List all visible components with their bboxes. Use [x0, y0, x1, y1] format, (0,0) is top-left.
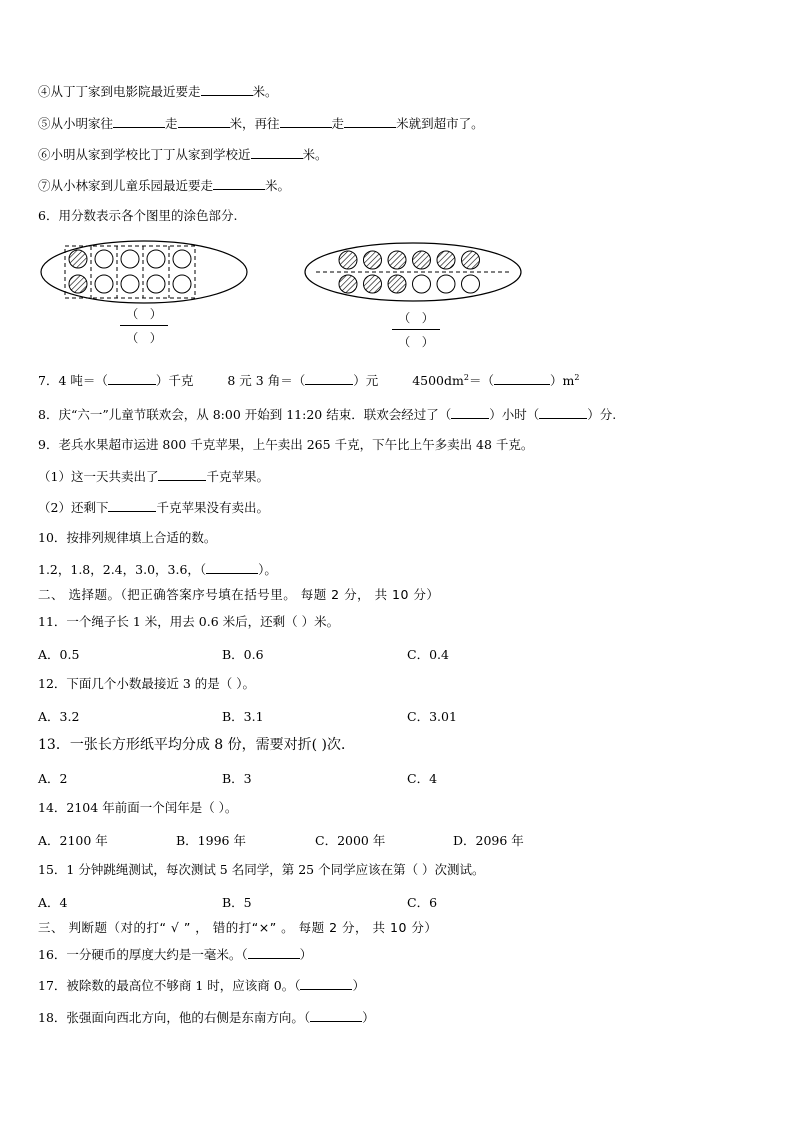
- fraction-bar: [120, 325, 168, 326]
- q12-option-a[interactable]: A．3.2: [38, 709, 80, 724]
- unshaded-circle: [437, 275, 455, 293]
- q13-option-b[interactable]: B．3: [222, 771, 252, 786]
- shaded-circle: [69, 250, 87, 268]
- q8: 8．庆“六一”儿童节联欢会，从 8:00 开始到 11:20 结束．联欢会经过了（ ）小时（ ）分.: [38, 407, 617, 422]
- q11-stem: 11．一个绳子长 1 米，用去 0.6 米后，还剩（ ）米。: [38, 614, 340, 629]
- shaded-circle: [69, 275, 87, 293]
- unshaded-circle: [413, 275, 431, 293]
- q13-option-c[interactable]: C．4: [407, 771, 438, 786]
- denominator-slot[interactable]: （ ）: [398, 335, 434, 349]
- answer-blank[interactable]: [280, 115, 332, 128]
- q12-option-b[interactable]: B．3.1: [222, 709, 264, 724]
- shaded-circle: [364, 275, 382, 293]
- shaded-circle: [413, 251, 431, 269]
- q15-option-b[interactable]: B．5: [222, 895, 252, 910]
- unshaded-circle: [121, 275, 139, 293]
- q10-sequence: 1.2，1.8，2.4，3.0，3.6，（ ）。: [38, 562, 277, 577]
- unshaded-circle: [173, 275, 191, 293]
- q7: 7．4 吨＝（ ）千克 8 元 3 角＝（ ）元 $4500dm^2=$（ ）$m^2$: [38, 373, 580, 389]
- q15-stem: 15．1 分钟跳绳测试，每次测试 5 名同学，第 25 个同学应该在第（ ）次测试。: [38, 862, 485, 877]
- unshaded-circle: [121, 250, 139, 268]
- shaded-circle: [339, 275, 357, 293]
- answer-blank[interactable]: [300, 977, 352, 990]
- shaded-circle: [437, 251, 455, 269]
- denominator-slot[interactable]: （ ）: [126, 331, 162, 345]
- q7-part3: $4500dm^2=$（ ）$m^2$: [412, 373, 580, 389]
- unshaded-circle: [95, 275, 113, 293]
- fraction-figure-1: [38, 238, 250, 306]
- q16: 16．一分硬币的厚度大约是一毫米。（ ）: [38, 947, 313, 962]
- q17: 17．被除数的最高位不够商 1 时，应该商 0。（ ）: [38, 978, 365, 993]
- answer-blank[interactable]: [201, 83, 253, 96]
- shaded-circle: [388, 275, 406, 293]
- answer-blank[interactable]: [494, 372, 550, 385]
- answer-blank[interactable]: [251, 146, 303, 159]
- numerator-slot[interactable]: （ ）: [126, 307, 162, 321]
- q15-option-a[interactable]: A．4: [38, 895, 68, 910]
- answer-blank[interactable]: [305, 372, 353, 385]
- answer-blank[interactable]: [539, 406, 587, 419]
- q5-item-6: ⑥小明从家到学校比丁丁从家到学校近 米。: [38, 147, 328, 162]
- q5-item-4: ④从丁丁家到电影院最近要走 米。: [38, 84, 278, 99]
- section-3-title: 三、 判断题（对的打“ √ ” ， 错的打“×” 。 每题 2 分， 共 10 分）: [38, 920, 438, 935]
- q15-option-c[interactable]: C．6: [407, 895, 438, 910]
- q9-part1: （1）这一天共卖出了 千克苹果。: [38, 469, 269, 484]
- answer-blank[interactable]: [310, 1009, 362, 1022]
- answer-blank[interactable]: [344, 115, 396, 128]
- q10-stem: 10．按排列规律填上合适的数。: [38, 530, 217, 545]
- q9-stem: 9．老兵水果超市运进 800 千克苹果，上午卖出 265 千克，下午比上午多卖出 48 千克。: [38, 437, 534, 452]
- section-2-title: 二、 选择题。（把正确答案序号填在括号里。 每题 2 分， 共 10 分）: [38, 587, 440, 602]
- fraction-answer-1[interactable]: [116, 305, 172, 346]
- unshaded-circle: [147, 250, 165, 268]
- answer-blank[interactable]: [158, 468, 206, 481]
- q14-option-b[interactable]: B．1996 年: [176, 833, 246, 848]
- fraction-answer-2[interactable]: [388, 309, 444, 350]
- unshaded-circle: [462, 275, 480, 293]
- q14-stem: 14．2104 年前面一个闰年是（ ）。: [38, 800, 238, 815]
- ellipse-outline: [41, 241, 247, 303]
- answer-blank[interactable]: [108, 372, 156, 385]
- q14-option-d[interactable]: D．2096 年: [453, 833, 524, 848]
- answer-blank[interactable]: [213, 177, 265, 190]
- q14-option-c[interactable]: C．2000 年: [315, 833, 386, 848]
- q6-stem: 6．用分数表示各个图里的涂色部分.: [38, 208, 238, 223]
- shaded-circle: [339, 251, 357, 269]
- answer-blank[interactable]: [108, 499, 156, 512]
- answer-blank[interactable]: [248, 946, 300, 959]
- answer-blank[interactable]: [178, 115, 230, 128]
- q14-option-a[interactable]: A．2100 年: [38, 833, 108, 848]
- q13-option-a[interactable]: A．2: [38, 771, 68, 786]
- unshaded-circle: [95, 250, 113, 268]
- unshaded-circle: [173, 250, 191, 268]
- answer-blank[interactable]: [451, 406, 489, 419]
- q12-stem: 12．下面几个小数最接近 3 的是（ ）。: [38, 676, 256, 691]
- q11-option-c[interactable]: C．0.4: [407, 647, 449, 662]
- unshaded-circle: [147, 275, 165, 293]
- fraction-bar: [392, 329, 440, 330]
- q13-stem: 13．一张长方形纸平均分成 8 份，需要对折( )次．: [38, 737, 355, 753]
- answer-blank[interactable]: [113, 115, 165, 128]
- numerator-slot[interactable]: （ ）: [398, 311, 434, 325]
- q12-option-c[interactable]: C．3.01: [407, 709, 457, 724]
- shaded-circle: [364, 251, 382, 269]
- q11-option-b[interactable]: B．0.6: [222, 647, 264, 662]
- shaded-circle: [462, 251, 480, 269]
- fraction-figure-2: [302, 240, 524, 304]
- answer-blank[interactable]: [206, 561, 258, 574]
- q11-option-a[interactable]: A．0.5: [38, 647, 80, 662]
- q5-item-5: ⑤从小明家往 走 米，再往 走 米就到超市了。: [38, 116, 484, 131]
- shaded-circle: [388, 251, 406, 269]
- q9-part2: （2）还剩下 千克苹果没有卖出。: [38, 500, 269, 515]
- q5-item-7: ⑦从小林家到儿童乐园最近要走 米。: [38, 178, 291, 193]
- q18: 18．张强面向西北方向，他的右侧是东南方向。（ ）: [38, 1010, 375, 1025]
